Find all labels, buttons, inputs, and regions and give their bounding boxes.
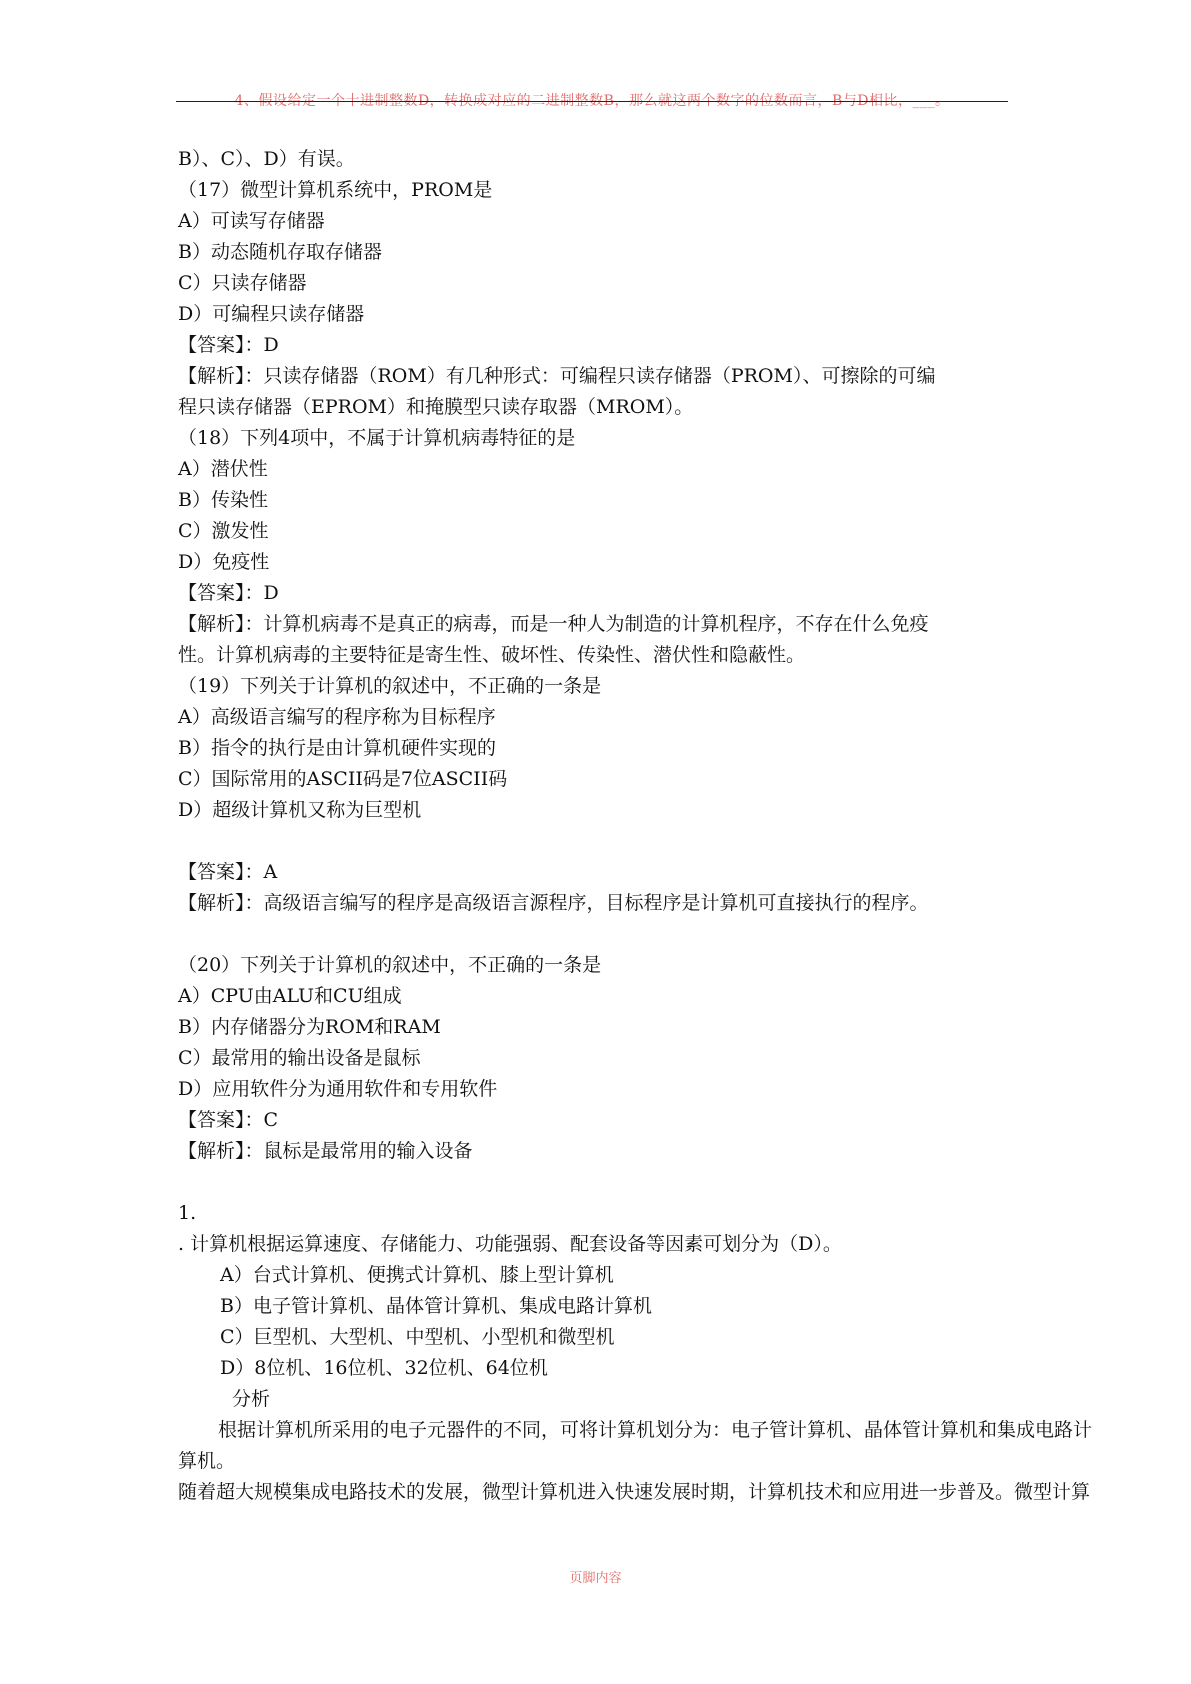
blank-line <box>178 1167 1178 1198</box>
text-line: C）最常用的输出设备是鼠标 <box>178 1047 421 1069</box>
text-line: C）巨型机、大型机、中型机、小型机和微型机 <box>220 1326 615 1348</box>
text-line: （20）下列关于计算机的叙述中，不正确的一条是 <box>178 954 602 976</box>
page-header-text: 4、假设给定一个十进制整数D，转换成对应的二进制整数B，那么就这两个数字的位数而言，B与D相比，___。 <box>234 93 950 109</box>
text-line: A）高级语言编写的程序称为目标程序 <box>178 706 496 728</box>
text-line: B）动态随机存取存储器 <box>178 241 382 263</box>
text-line: （19）下列关于计算机的叙述中，不正确的一条是 <box>178 675 602 697</box>
text-line: B）电子管计算机、晶体管计算机、集成电路计算机 <box>220 1295 652 1317</box>
text-line: A）台式计算机、便携式计算机、膝上型计算机 <box>220 1264 614 1286</box>
document-body <box>178 144 1178 1508</box>
text-line: B）传染性 <box>178 489 268 511</box>
text-line: 随着超大规模集成电路技术的发展，微型计算机进入快速发展时期，计算机技术和应用进一步普及。微型计算 <box>178 1481 1091 1503</box>
text-line: D）应用软件分为通用软件和专用软件 <box>178 1078 498 1100</box>
blank-line <box>178 919 1178 950</box>
text-line: A）可读写存储器 <box>178 210 325 232</box>
text-line: C）只读存储器 <box>178 272 307 294</box>
text-line: D）免疫性 <box>178 551 270 573</box>
header-rule <box>176 101 1008 102</box>
text-line: 分析 <box>232 1388 271 1410</box>
blank-line <box>178 826 1178 857</box>
text-line: 算机。 <box>178 1450 236 1472</box>
text-line: 【答案】：A <box>178 861 278 883</box>
text-line: A）潜伏性 <box>178 458 268 480</box>
text-line: 1. <box>178 1202 197 1224</box>
text-line: 【解析】：计算机病毒不是真正的病毒，而是一种人为制造的计算机程序，不存在什么免疫 <box>178 613 929 635</box>
text-line: 【解析】：鼠标是最常用的输入设备 <box>178 1140 473 1162</box>
page-footer: 页脚内容 <box>569 1571 622 1586</box>
text-line: 【解析】：只读存储器（ROM）有几种形式：可编程只读存储器（PROM）、可擦除的可编 <box>178 365 936 387</box>
text-line: D）8位机、16位机、32位机、64位机 <box>220 1357 548 1379</box>
text-line: B）指令的执行是由计算机硬件实现的 <box>178 737 496 759</box>
text-line: A）CPU由ALU和CU组成 <box>178 985 402 1007</box>
text-line: 【答案】：C <box>178 1109 279 1131</box>
text-line: D）可编程只读存储器 <box>178 303 365 325</box>
text-line: C）国际常用的ASCII码是7位ASCII码 <box>178 768 508 790</box>
text-line: 【答案】：D <box>178 334 279 356</box>
text-line: B）内存储器分为ROM和RAM <box>178 1016 441 1038</box>
text-line: D）超级计算机又称为巨型机 <box>178 799 422 821</box>
text-line: 【解析】：高级语言编写的程序是高级语言源程序，目标程序是计算机可直接执行的程序。 <box>178 892 929 914</box>
text-line: 程只读存储器（EPROM）和掩膜型只读存取器（MROM）。 <box>178 396 694 418</box>
text-line: B）、C）、D）有误。 <box>178 148 355 170</box>
text-line: 【答案】：D <box>178 582 279 604</box>
text-line: . 计算机根据运算速度、存储能力、功能强弱、配套设备等因素可划分为（D）。 <box>178 1233 842 1255</box>
text-line: C）激发性 <box>178 520 269 542</box>
text-line: （18）下列4项中，不属于计算机病毒特征的是 <box>178 427 576 449</box>
text-line: 性。计算机病毒的主要特征是寄生性、破坏性、传染性、潜伏性和隐蔽性。 <box>178 644 806 666</box>
text-line: 根据计算机所采用的电子元器件的不同，可将计算机划分为：电子管计算机、晶体管计算机和集成电路计 <box>218 1419 1093 1441</box>
text-line: （17）微型计算机系统中，PROM是 <box>178 179 493 201</box>
